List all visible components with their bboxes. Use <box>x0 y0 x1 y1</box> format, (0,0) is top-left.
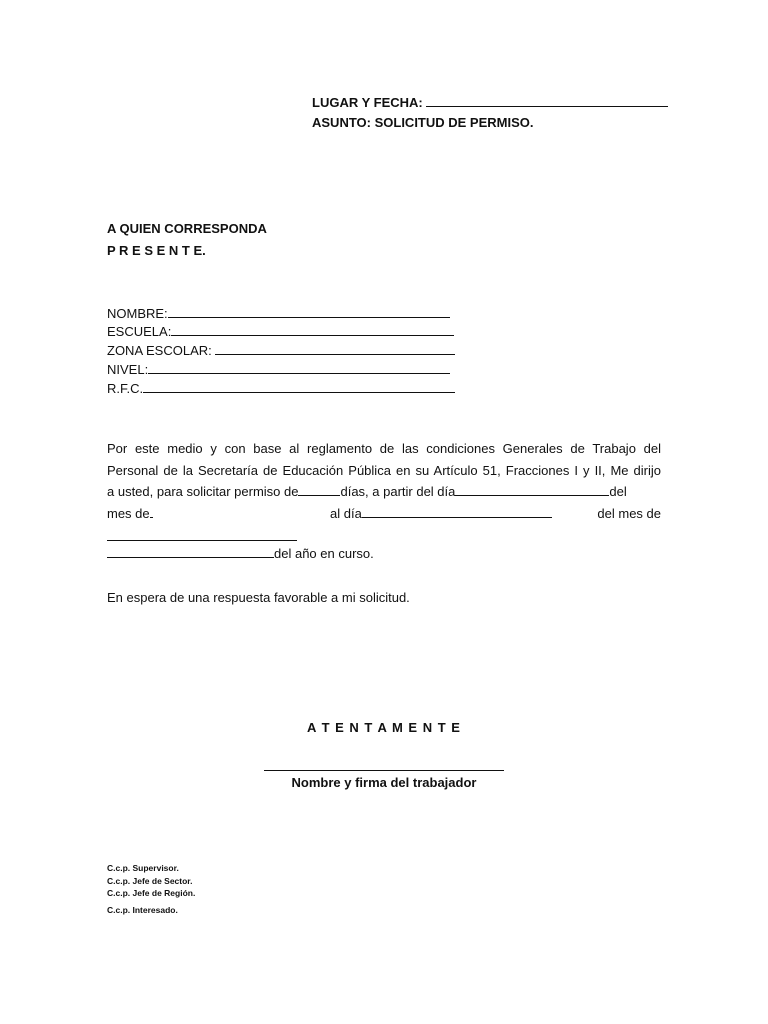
body-line-4-b: al día <box>330 503 552 525</box>
field-rfc <box>107 381 455 396</box>
field-zona <box>107 343 455 358</box>
mes-final-blank-line <box>107 529 297 544</box>
field-nivel-blank <box>148 362 450 374</box>
lugar-fecha-label: LUGAR Y FECHA: <box>312 95 423 110</box>
field-rfc-label: R.F.C. <box>107 381 144 396</box>
anio-blank <box>107 546 274 558</box>
field-nombre-label: NOMBRE: <box>107 306 168 321</box>
body-line-1: Por este medio y con base al reglamento de las condiciones Generales de Trabajo del <box>107 441 661 456</box>
mes-final-blank <box>107 529 297 541</box>
body-line-3-c: del <box>609 484 627 499</box>
dia-final-blank <box>362 506 552 518</box>
presente-line: P R E S E N T E. <box>107 243 206 258</box>
field-escuela-label: ESCUELA: <box>107 324 172 339</box>
body-line-6-b: del año en curso. <box>274 546 374 561</box>
body-line-4-a: mes de <box>107 503 153 525</box>
body-line-4 <box>107 503 661 525</box>
signature-line <box>264 770 504 771</box>
body-paragraph <box>107 438 661 524</box>
ccp-interesado: C.c.p. Interesado. <box>107 904 178 915</box>
field-nombre-blank <box>168 306 450 318</box>
dia-inicio-blank <box>455 484 609 496</box>
lugar-fecha-line <box>312 95 668 110</box>
field-escuela <box>107 324 454 339</box>
asunto: ASUNTO: SOLICITUD DE PERMISO. <box>312 115 534 130</box>
dias-blank <box>298 484 340 496</box>
recipient-line: A QUIEN CORRESPONDA <box>107 221 267 236</box>
atentamente: A T E N T A M E N T E <box>307 720 461 735</box>
field-nivel-label: NIVEL: <box>107 362 149 377</box>
field-nivel <box>107 362 450 377</box>
body-line-4-c: del mes de <box>597 505 661 521</box>
body-line-3 <box>107 481 661 503</box>
body-line-6 <box>107 546 374 561</box>
body-line-3-b: días, a partir del día <box>340 484 456 499</box>
ccp-supervisor: C.c.p. Supervisor. <box>107 863 179 873</box>
field-rfc-blank <box>143 381 455 393</box>
ccp-jefe-sector: C.c.p. Jefe de Sector. <box>107 875 193 886</box>
field-zona-blank <box>215 343 455 355</box>
ccp-list <box>107 862 195 916</box>
field-escuela-blank <box>171 324 454 336</box>
closing-line: En espera de una respuesta favorable a mi solicitud. <box>107 590 410 605</box>
field-zona-label: ZONA ESCOLAR: <box>107 343 212 358</box>
body-line-2: Personal de la Secretaría de Educación Pública en su Artículo 51, Fracciones I y II, Me dirijo <box>107 462 661 478</box>
body-line-3-a: a usted, para solicitar permiso de <box>107 484 299 499</box>
lugar-fecha-blank <box>426 95 668 107</box>
ccp-jefe-region: C.c.p. Jefe de Región. <box>107 888 196 898</box>
field-nombre <box>107 306 450 321</box>
signature-caption: Nombre y firma del trabajador <box>291 775 477 790</box>
